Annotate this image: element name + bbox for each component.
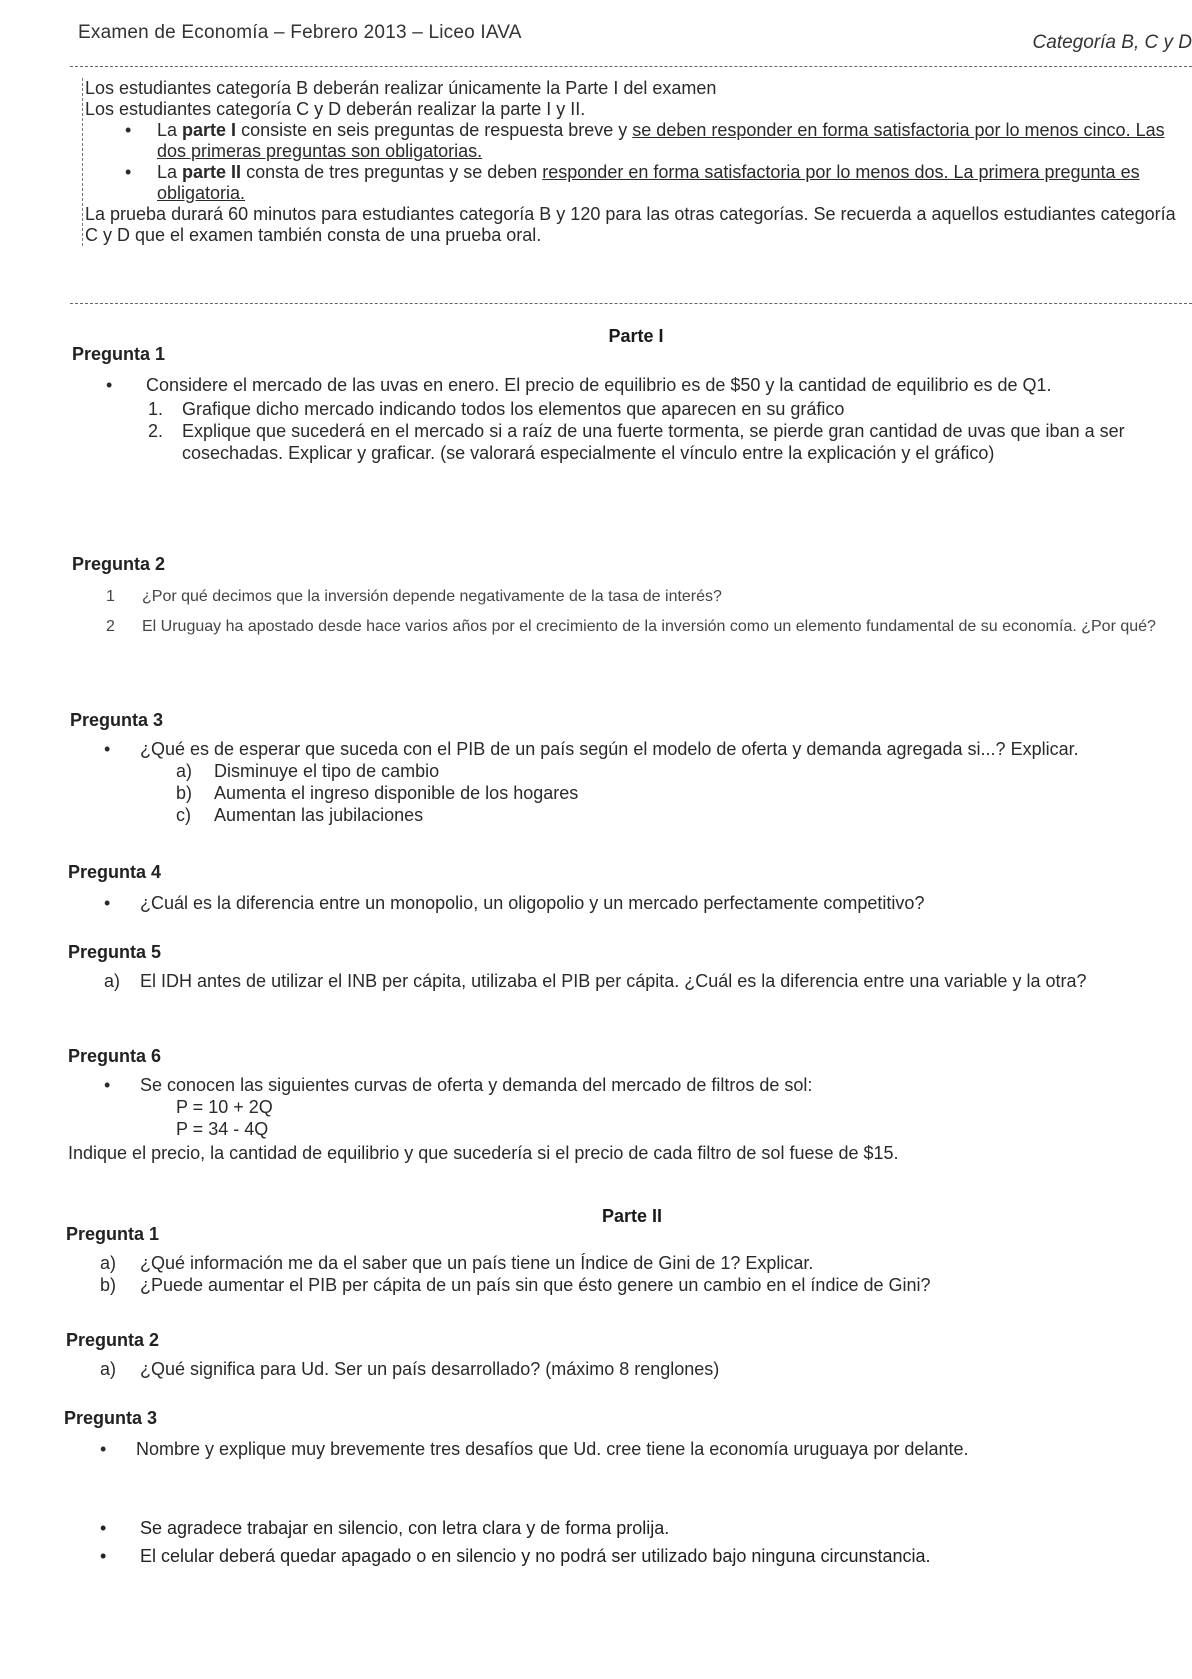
instructions-divider xyxy=(70,303,1192,304)
instruction-line: Los estudiantes categoría C y D deberán realizar la parte I y II. xyxy=(85,99,586,119)
question-title: Pregunta 1 xyxy=(66,1224,160,1244)
sub-question: Grafique dicho mercado indicando todos los elementos que aparecen en su gráfico xyxy=(182,399,845,419)
sub-question: ¿Por qué decimos que la inversión depende negativamente de la tasa de interés? xyxy=(142,588,722,605)
exam-title: Examen de Economía – Febrero 2013 – Liceo IAVA xyxy=(78,22,522,43)
question-3-body: • ¿Qué es de esperar que suceda con el PIB de un país según el modelo de oferta y demanda agregada si...? Explicar. a) Disminuye el tipo de cambio b) Aumenta el ingreso disponible de los hogares c) Aumentan las jubilaciones xyxy=(104,739,1079,825)
part2-question-3-body: • Nombre y explique muy brevemente tres desafíos que Ud. cree tiene la economía uruguaya por delante. xyxy=(100,1439,969,1459)
question-1-body: • Considere el mercado de las uvas en enero. El precio de equilibrio es de $50 y la cantidad de equilibrio es de Q1. 1. Grafique dicho mercado indicando todos los elementos que aparecen en su gráfico 2. Explique que sucederá en el mercado si a raíz de una fuerte tormenta, se pierde gran cantidad de uvas que iban a ser cosechadas. Explicar y graficar. (se valorará especialmente el vínculo entre la explicación y el gráfico) xyxy=(106,375,1125,463)
question-title: Pregunta 2 xyxy=(72,554,166,574)
instruction-bullet: • La parte I consiste en seis preguntas de respuesta breve y se deben responder en forma satisfactoria por lo menos cinco. Las dos primeras preguntas son obligatorias. xyxy=(125,120,1165,161)
question-title: Pregunta 1 xyxy=(72,344,166,364)
question-title: Pregunta 3 xyxy=(70,710,164,730)
header-divider xyxy=(70,66,1192,67)
question-6-body: • Se conocen las siguientes curvas de oferta y demanda del mercado de filtros de sol: P = 10 + 2Q P = 34 - 4Q Indique el precio, la cantidad de equilibrio y que sucedería si el precio de cada filtro de sol fuese de $15. xyxy=(68,1074,1192,1164)
part2-title: Parte II xyxy=(601,1206,663,1226)
question-title: Pregunta 3 xyxy=(64,1408,158,1428)
question-title: Pregunta 2 xyxy=(66,1330,160,1350)
exam-category: Categoría B, C y D xyxy=(1032,32,1192,53)
instruction-bullet: • La parte II consta de tres preguntas y se deben responder en forma satisfactoria por lo menos dos. La primera pregunta es obligatoria. xyxy=(125,162,1140,203)
instruction-line: La prueba durará 60 minutos para estudiantes categoría B y 120 para las otras categorías. Se recuerda a aquellos estudiantes categoría C y D que el examen también consta de una prueba oral. xyxy=(85,204,1176,245)
sub-question: Aumenta el ingreso disponible de los hogares xyxy=(214,783,579,803)
note-silence: • Se agradece trabajar en silencio, con letra clara y de forma prolija. xyxy=(100,1518,670,1538)
question-title: Pregunta 4 xyxy=(68,862,162,882)
sub-question: Aumentan las jubilaciones xyxy=(214,805,424,825)
question-4-body: • ¿Cuál es la diferencia entre un monopolio, un oligopolio y un mercado perfectamente competitivo? xyxy=(104,893,925,913)
question-5-body: a) El IDH antes de utilizar el INB per cápita, utilizaba el PIB per cápita. ¿Cuál es la diferencia entre una variable y la otra? xyxy=(104,971,1087,991)
sub-question: Explique que sucederá en el mercado si a raíz de una fuerte tormenta, se pierde gran cantidad de uvas que iban a ser cosechadas. Explicar y graficar. (se valorará especialmente el vínculo entre la explicación y el gráfico) xyxy=(182,421,1125,463)
part1-title: Parte I xyxy=(608,326,664,346)
supply-equation: P = 10 + 2Q xyxy=(176,1097,273,1117)
sub-question: El Uruguay ha apostado desde hace varios años por el crecimiento de la inversión como un elemento fundamental de su economía. ¿Por qué? xyxy=(142,618,1156,635)
question-title: Pregunta 6 xyxy=(68,1046,162,1066)
sub-question: ¿Qué información me da el saber que un país tiene un Índice de Gini de 1? Explicar. xyxy=(140,1253,814,1273)
part2-question-2-body: a) ¿Qué significa para Ud. Ser un país desarrollado? (máximo 8 renglones) xyxy=(100,1359,720,1379)
note-phone: • El celular deberá quedar apagado o en silencio y no podrá ser utilizado bajo ninguna circunstancia. xyxy=(100,1546,931,1566)
page-header xyxy=(78,18,1192,68)
instruction-line: Los estudiantes categoría B deberán realizar únicamente la Parte I del examen xyxy=(85,78,717,98)
part2-question-1-body: a) ¿Qué información me da el saber que un país tiene un Índice de Gini de 1? Explicar. b) ¿Puede aumentar el PIB per cápita de un país sin que ésto genere un cambio en el índice de Gini? xyxy=(100,1253,931,1295)
demand-equation: P = 34 - 4Q xyxy=(176,1119,269,1139)
question-title: Pregunta 5 xyxy=(68,942,162,962)
question-2-body: 1 ¿Por qué decimos que la inversión depende negativamente de la tasa de interés? 2 El Uruguay ha apostado desde hace varios años por el crecimiento de la inversión como un elemento fundamental de su economía. ¿Por qué? xyxy=(106,588,1156,635)
sub-question: ¿Puede aumentar el PIB per cápita de un país sin que ésto genere un cambio en el índice de Gini? xyxy=(140,1275,931,1295)
sub-question: Disminuye el tipo de cambio xyxy=(214,761,440,781)
instructions-box xyxy=(82,78,1192,246)
